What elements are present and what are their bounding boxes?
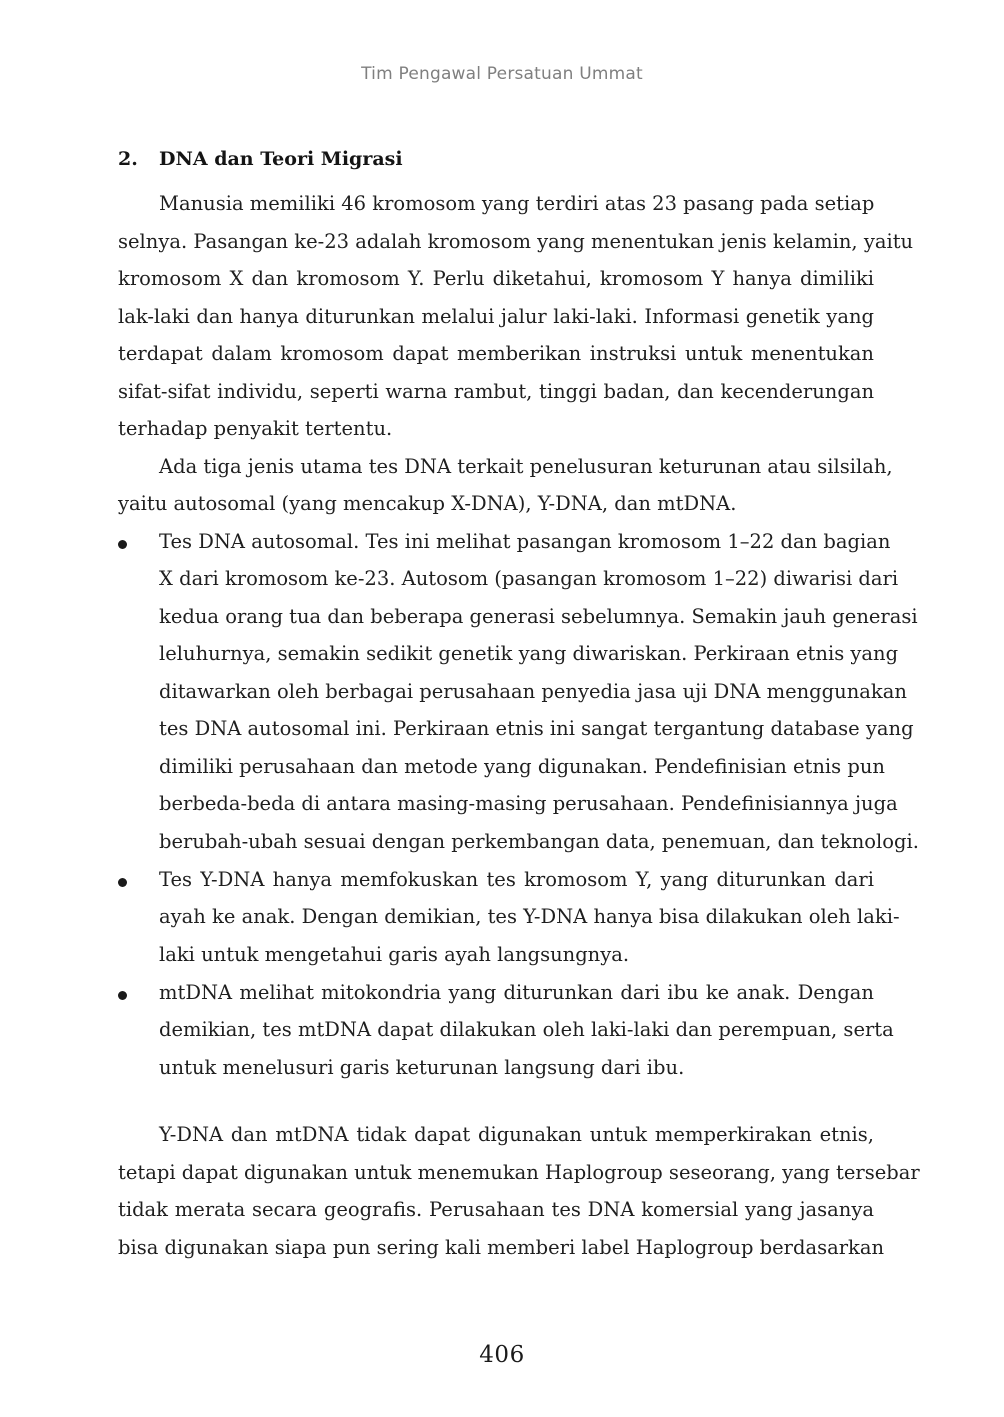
text-line: selnya. Pasangan ke-23 adalah kromosom yang menentukan jenis kelamin, yaitu [118,230,914,253]
running-head: Tim Pengawal Persatuan Ummat [361,64,643,84]
text-line: Tes DNA autosomal. Tes ini melihat pasangan kromosom 1–22 dan bagian [159,530,891,553]
bullet-icon [118,991,127,1000]
text-line: terhadap penyakit tertentu. [118,417,393,440]
section-number: 2. [118,148,138,170]
text-line: Y-DNA dan mtDNA tidak dapat digunakan untuk memperkirakan etnis, [159,1123,874,1146]
text-line: berbeda-beda di antara masing-masing perusahaan. Pendefinisiannya juga [159,792,898,815]
text-line: leluhurnya, semakin sedikit genetik yang diwariskan. Perkiraan etnis yang [159,642,899,665]
text-line: kromosom X dan kromosom Y. Perlu diketahui, kromosom Y hanya dimiliki [118,267,874,290]
text-line: demikian, tes mtDNA dapat dilakukan oleh laki-laki dan perempuan, serta [159,1018,894,1041]
section-heading [118,148,403,170]
text-line: tes DNA autosomal ini. Perkiraan etnis ini sangat tergantung database yang [159,717,914,740]
text-line: lak-laki dan hanya diturunkan melalui jalur laki-laki. Informasi genetik yang [118,305,874,328]
text-line: mtDNA melihat mitokondria yang diturunkan dari ibu ke anak. Dengan [159,981,874,1004]
text-line: X dari kromosom ke-23. Autosom (pasangan kromosom 1–22) diwarisi dari [159,567,899,590]
text-line: sifat-sifat individu, seperti warna rambut, tinggi badan, dan kecenderungan [118,380,874,403]
bullet-icon [118,540,127,549]
text-line: untuk menelusuri garis keturunan langsung dari ibu. [159,1056,685,1079]
text-line: tetapi dapat digunakan untuk menemukan Haplogroup seseorang, yang tersebar [118,1161,920,1184]
text-line: berubah-ubah sesuai dengan perkembangan data, penemuan, dan teknologi. [159,830,919,853]
text-line: terdapat dalam kromosom dapat memberikan instruksi untuk menentukan [118,342,874,365]
text-line: kedua orang tua dan beberapa generasi sebelumnya. Semakin jauh generasi [159,605,918,628]
text-line: dimiliki perusahaan dan metode yang digunakan. Pendefinisian etnis pun [159,755,885,778]
text-line: laki untuk mengetahui garis ayah langsungnya. [159,943,630,966]
text-line: Tes Y-DNA hanya memfokuskan tes kromosom Y, yang diturunkan dari [159,868,874,891]
text-line: bisa digunakan siapa pun sering kali memberi label Haplogroup berdasarkan [118,1236,885,1259]
text-line: yaitu autosomal (yang mencakup X-DNA), Y-DNA, dan mtDNA. [118,492,737,515]
section-title: DNA dan Teori Migrasi [159,148,403,170]
text-line: tidak merata secara geografis. Perusahaan tes DNA komersial yang jasanya [118,1198,874,1221]
bullet-icon [118,878,127,887]
text-line: ayah ke anak. Dengan demikian, tes Y-DNA hanya bisa dilakukan oleh laki- [159,905,900,928]
text-line: Manusia memiliki 46 kromosom yang terdiri atas 23 pasang pada setiap [159,192,875,215]
text-line: ditawarkan oleh berbagai perusahaan penyedia jasa uji DNA menggunakan [159,680,907,703]
page-number: 406 [479,1342,525,1368]
text-line: Ada tiga jenis utama tes DNA terkait penelusuran keturunan atau silsilah, [159,455,893,478]
